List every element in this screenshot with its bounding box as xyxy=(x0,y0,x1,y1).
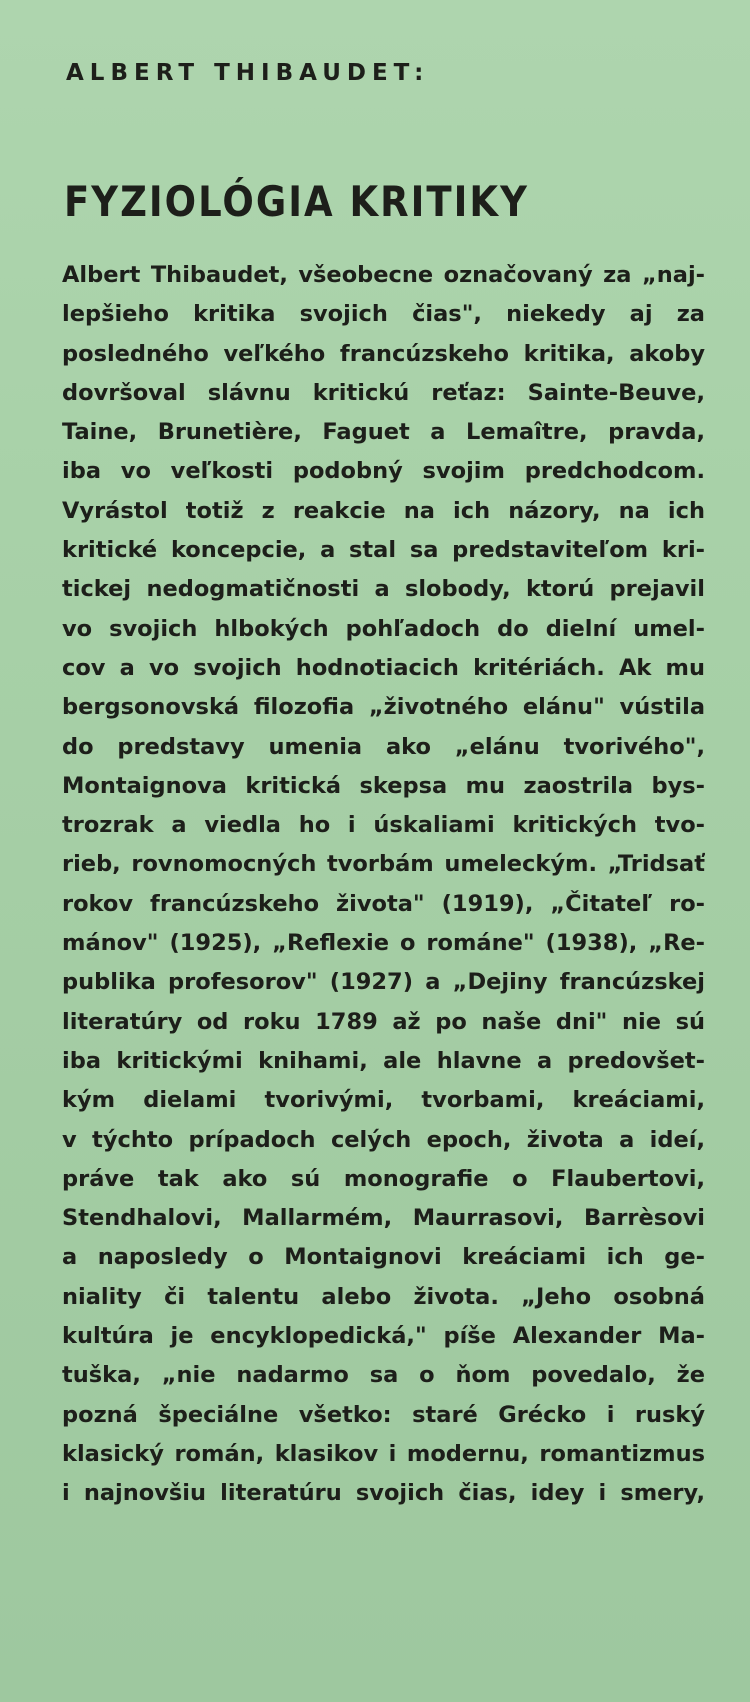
text-line: rieb, rovnomocných tvorbám umeleckým. „Tridsať xyxy=(62,851,705,878)
text-line: publika profesorov" (1927) a „Dejiny francúzskej xyxy=(62,969,705,996)
text-line: tickej nedogmatičnosti a slobody, ktorú prejavil xyxy=(62,576,705,603)
text-line: pozná špeciálne všetko: staré Grécko i ruský xyxy=(62,1401,705,1428)
text-line: cov a vo svojich hodnotiacich kritériách. Ak mu xyxy=(62,654,705,681)
text-line: do predstavy umenia ako „elánu tvorivého", xyxy=(62,733,705,760)
text-line: bergsonovská filozofia „životného elánu" vústila xyxy=(62,694,705,721)
text-line: kým dielami tvorivými, tvorbami, kreáciami, xyxy=(62,1087,705,1114)
text-line: Taine, Brunetière, Faguet a Lemaître, pravda, xyxy=(62,419,705,446)
text-line: i najnovšiu literatúru svojich čias, idey i smery, xyxy=(62,1480,705,1507)
text-line: niality či talentu alebo života. „Jeho osobná xyxy=(62,1283,705,1310)
text-line: posledného veľkého francúzskeho kritika, akoby xyxy=(62,340,705,367)
text-line: rokov francúzskeho života" (1919), „Čitateľ ro- xyxy=(62,890,705,917)
text-line: a naposledy o Montaignovi kreáciami ich ge- xyxy=(62,1244,705,1271)
text-line: Albert Thibaudet, všeobecne označovaný za „naj- xyxy=(62,262,705,288)
text-line: v týchto prípadoch celých epoch, života a ideí, xyxy=(62,1126,705,1153)
text-line: iba kritickými knihami, ale hlavne a predovšet- xyxy=(62,1047,705,1074)
text-line: klasický román, klasikov i modernu, romantizmus xyxy=(62,1440,705,1467)
text-line: trozrak a viedla ho i úskaliami kritických tvo- xyxy=(62,812,705,839)
text-line: iba vo veľkosti podobný svojim predchodcom. xyxy=(62,458,705,485)
text-line: literatúry od roku 1789 až po naše dni" nie sú xyxy=(62,1008,705,1035)
text-line: Montaignova kritická skepsa mu zaostrila bys- xyxy=(62,772,705,799)
text-line: práve tak ako sú monografie o Flaubertovi, xyxy=(62,1165,705,1192)
text-line: mánov" (1925), „Reflexie o románe" (1938), „Re- xyxy=(62,930,705,957)
text-line: dovršoval slávnu kritickú reťaz: Sainte-Beuve, xyxy=(62,379,705,406)
text-line: vo svojich hlbokých pohľadoch do dielní umel- xyxy=(62,615,705,642)
chapter-title: FYZIOLÓGIA KRITIKY xyxy=(64,178,529,227)
author-heading: ALBERT THIBAUDET: xyxy=(66,60,430,86)
text-line: kritické koncepcie, a stal sa predstaviteľom kri- xyxy=(62,537,705,564)
text-line: tuška, „nie nadarmo sa o ňom povedalo, že xyxy=(62,1362,705,1389)
text-line: kultúra je encyklopedická," píše Alexander Ma- xyxy=(62,1323,705,1350)
body-text xyxy=(62,256,705,1514)
text-line: lepšieho kritika svojich čias", niekedy aj za xyxy=(62,301,705,328)
text-line: Stendhalovi, Mallarmém, Maurrasovi, Barrèsovi xyxy=(62,1205,705,1232)
text-line: Vyrástol totiž z reakcie na ich názory, na ich xyxy=(62,497,705,524)
